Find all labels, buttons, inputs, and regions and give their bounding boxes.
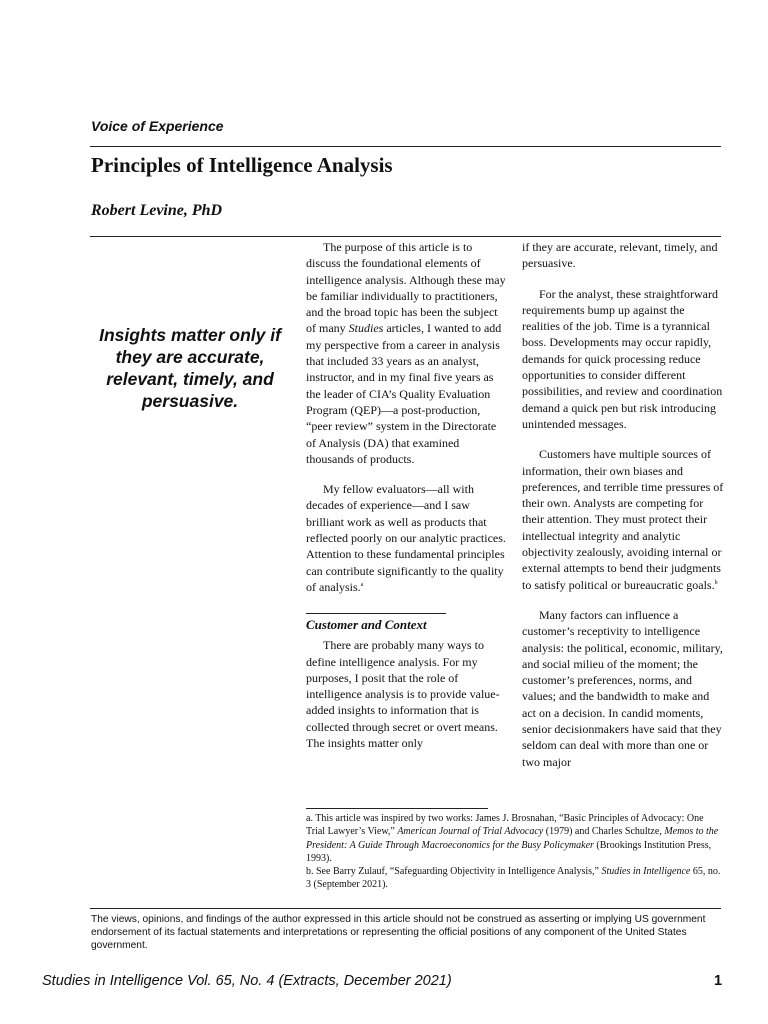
footnote-b: [306, 865, 722, 892]
paragraph-text: articles, I wanted to add my perspective from a career in analysis that included 33 years as an analyst, instructor, and in my final five years as the leader of CIA’s Quality Evaluation Program (QEP)—a post-production, “peer review” system in the Directorate of Analysis (DA) that examined thousands of products.: [306, 321, 502, 466]
paragraph: There are probably many ways to define intelligence analysis. For my purposes, I posit that the role of intelligence analysis is to provide value-added insights to information that is collected through secret or overt means. The insights matter only: [306, 638, 500, 751]
paragraph: [306, 239, 507, 467]
subsection-heading: Customer and Context: [306, 617, 427, 633]
italic-text: American Journal of Trial Advocacy: [397, 826, 544, 838]
body-column-2: [522, 239, 724, 784]
italic-text: Memos to the President: A Guide Through Macroeconomics for the Busy Policymaker: [306, 826, 719, 851]
byline-divider: [90, 236, 721, 237]
page-number: 1: [714, 973, 723, 989]
footnote-a: [306, 812, 722, 865]
italic-text: Studies: [348, 321, 384, 336]
pull-quote: Insights matter only if they are accurate, relevant, timely, and persuasive.: [99, 325, 281, 411]
paragraph: [522, 446, 724, 593]
disclaimer-divider: [90, 908, 721, 909]
paragraph: [306, 481, 507, 595]
subhead-divider: [306, 613, 446, 614]
footnote-text: (Brookings Institution Press, 1993).: [306, 839, 712, 864]
italic-text: Studies in Intelligence: [601, 866, 691, 878]
footnotes: [306, 812, 722, 892]
author-byline: Robert Levine, PhD: [91, 202, 223, 219]
paragraph: Many factors can influence a customer’s receptivity to intelligence analysis: the political, economic, military, and social milieu of the moment; the customer’s preferences, norms, and values; and the bandwidth to make and act on a decision. In candid moments, senior decisionmakers have said that they seldom can deal with more than one or two major: [522, 607, 723, 769]
paragraph: if they are accurate, relevant, timely, and persuasive.: [522, 240, 718, 271]
footnote-ref[interactable]: b: [714, 579, 718, 586]
footnote-text: b. See Barry Zulauf, “Safeguarding Objectivity in Intelligence Analysis,”: [306, 866, 602, 878]
section-label: Voice of Experience: [91, 118, 224, 134]
footnote-divider: [306, 808, 488, 809]
footer-journal-citation: Studies in Intelligence Vol. 65, No. 4 (Extracts, December 2021): [42, 973, 452, 989]
footnote-text: a. This article was inspired by two works: James J. Brosnahan, “Basic Principles of Advocacy: One Trial Lawyer’s View,”: [306, 813, 704, 838]
footnote-text: (1979) and Charles Schultze,: [543, 826, 665, 838]
subsection-heading-block: [306, 613, 507, 633]
paragraph-text: The purpose of this article is to discuss the foundational elements of intelligence analysis. Although these may be familiar individually to practitioners, and the broad topic has been the subject of many: [306, 240, 506, 336]
paragraph-text: My fellow evaluators—all with decades of experience—and I saw brilliant work as well as products that reflected poorly on our analytic practices. Attention to these fundamental principles can contribute significantly to the quality of analysis.: [306, 482, 506, 594]
footnote-ref[interactable]: a: [360, 581, 364, 588]
article-title: Principles of Intelligence Analysis: [91, 153, 393, 177]
footnote-text: 65, no. 3 (September 2021).: [306, 866, 721, 891]
paragraph-text: Customers have multiple sources of information, their own biases and preferences, and terrible time pressures of their own. Analysts are competing for their attention. They must protect their intellectual integrity and analytic objectivity zealously, avoiding internal or external attempts to bend their judgments to satisfy political or bureaucratic goals.: [522, 447, 724, 592]
body-column-1: [306, 239, 507, 765]
disclaimer: The views, opinions, and findings of the author expressed in this article should not be construed as asserting or implying US government endorsement of its factual statements and interpretations or representing the official positions of any component of the United States government.: [91, 914, 706, 951]
paragraph: For the analyst, these straightforward requirements bump up against the realities of the job. Time is a tyrannical boss. Developments may occur rapidly, demands for quick processing reduce opportunities to consider different possibilities, and review and coordination demand a quick pen but risk introducing unintended messages.: [522, 286, 723, 431]
header-divider: [90, 146, 721, 147]
